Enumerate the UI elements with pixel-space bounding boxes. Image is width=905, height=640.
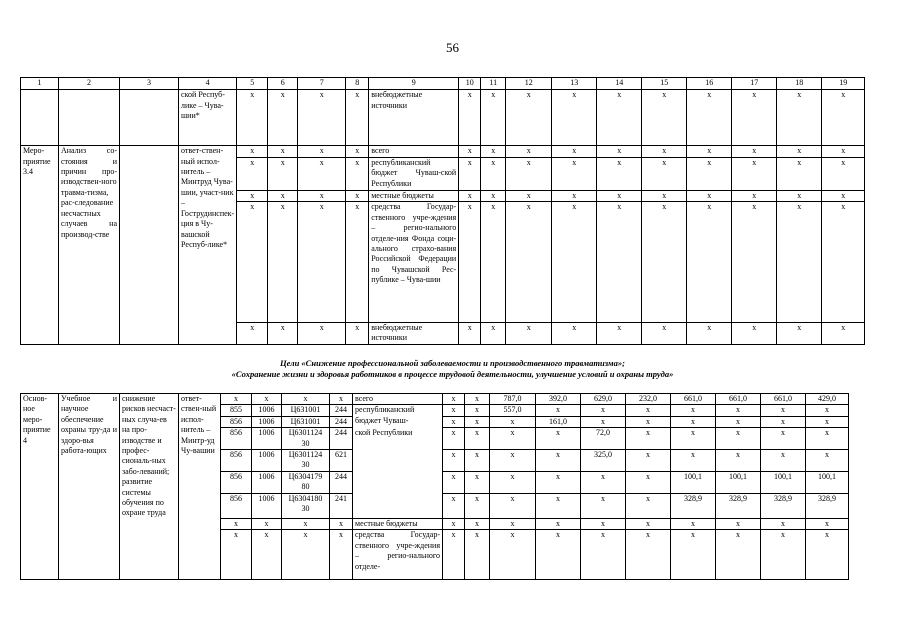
value-cell: x [552,202,597,322]
value-cell: x [443,519,465,530]
budget-code-cell: x [282,394,330,405]
header-cell: 15 [642,78,687,90]
value-cell: 328,9 [806,494,849,519]
budget-code-cell: x [298,202,346,322]
budget-code-cell: x [237,146,268,158]
value-cell: x [481,322,506,344]
value-cell: x [626,472,671,494]
value-cell: 787,0 [490,394,536,405]
budget-code-cell: x [268,202,298,322]
budget-code-cell: 244 [330,472,353,494]
value-cell: x [642,157,687,190]
value-cell: x [465,405,490,416]
value-cell: x [777,322,822,344]
value-cell: x [597,157,642,190]
budget-code-cell: 856 [221,450,252,472]
funding-source: средства Государ-ственного учре-ждения – регио-нального отделе- [353,530,443,580]
table-row [21,146,865,158]
value-cell: x [506,90,552,146]
budget-code-cell: 855 [221,405,252,416]
value-cell: x [465,428,490,450]
value-cell: x [626,530,671,580]
measure-name: Анализ со-стояния и причин про-изводствен-ного травма-тизма, рас-следование несчастных случаев на производ-стве [59,146,120,345]
table-row [21,394,849,405]
goal-line: «Сохранение жизни и здоровья работников в процессе трудовой деятельности, улучшение условий и охраны труда» [231,369,674,379]
value-cell: x [822,190,865,202]
value-cell: x [597,202,642,322]
table-row [21,90,865,146]
value-cell: x [536,428,581,450]
budget-code-cell: Ц6301124 30 [282,450,330,472]
header-cell: 19 [822,78,865,90]
value-cell: x [506,322,552,344]
funding-source: бюджет Чуваш- [353,416,443,427]
budget-code-cell: x [298,322,346,344]
value-cell: x [687,146,732,158]
value-cell: x [443,494,465,519]
value-cell: x [626,405,671,416]
value-cell: x [506,202,552,322]
budget-code-cell: x [298,90,346,146]
budget-code-cell: x [237,90,268,146]
header-row [21,78,865,90]
budget-code-cell: 856 [221,494,252,519]
value-cell: x [506,190,552,202]
measure-id: Основ-ное меро-приятие 4 [21,394,59,580]
value-cell: x [642,146,687,158]
header-cell: 13 [552,78,597,90]
value-cell: x [806,519,849,530]
value-cell: 325,0 [581,450,626,472]
budget-code-cell: Ц6304180 30 [282,494,330,519]
budget-code-cell: 1006 [252,472,282,494]
budget-code-cell: x [330,519,353,530]
value-cell: x [687,202,732,322]
value-cell: x [822,146,865,158]
budget-code-cell: x [221,530,252,580]
value-cell: x [552,190,597,202]
value-cell: x [552,157,597,190]
value-cell: x [481,146,506,158]
header-cell: 14 [597,78,642,90]
budget-code-cell: Ц631001 [282,416,330,427]
value-cell: x [687,322,732,344]
budget-code-cell: Ц6301124 30 [282,428,330,450]
value-cell: x [671,450,716,472]
budget-code-cell: x [268,190,298,202]
funding-source: всего [369,146,459,158]
value-cell: x [777,202,822,322]
budget-code-cell: x [237,190,268,202]
budget-code-cell: x [346,146,369,158]
value-cell: x [459,202,481,322]
value-cell: x [642,202,687,322]
goal-heading [0,358,905,380]
value-cell: 72,0 [581,428,626,450]
value-cell: x [626,494,671,519]
header-cell: 2 [59,78,120,90]
value-cell: 232,0 [626,394,671,405]
page-number: 56 [446,40,459,55]
funding-source [353,450,443,472]
funding-source: местные бюджеты [353,519,443,530]
value-cell: x [806,530,849,580]
budget-code-cell: 1006 [252,494,282,519]
funding-source [353,494,443,519]
value-cell: 100,1 [671,472,716,494]
budget-code-cell: x [330,530,353,580]
value-cell: x [465,394,490,405]
funding-source: республиканский [353,405,443,416]
budget-code-cell: 856 [221,416,252,427]
budget-code-cell: 856 [221,472,252,494]
header-cell: 8 [346,78,369,90]
value-cell: x [490,530,536,580]
value-cell: x [443,394,465,405]
value-cell: x [761,450,806,472]
value-cell: x [581,416,626,427]
value-cell: x [687,157,732,190]
value-cell: x [465,530,490,580]
value-cell: x [506,157,552,190]
budget-code-cell: x [346,322,369,344]
budget-code-cell: 244 [330,428,353,450]
value-cell: x [581,405,626,416]
value-cell: x [459,322,481,344]
budget-code-cell: x [346,190,369,202]
value-cell: 661,0 [716,394,761,405]
header-cell: 11 [481,78,506,90]
value-cell: 557,0 [490,405,536,416]
budget-code-cell: x [221,519,252,530]
measure-goal: снижение рисков несчаст-ных случа-ев на про-изводстве и профес-сиональ-ных забо-леваний; развитие системы обучения по охране труда [120,394,179,580]
value-cell: x [506,146,552,158]
value-cell: 661,0 [671,394,716,405]
value-cell: x [671,530,716,580]
value-cell: x [732,157,777,190]
budget-code-cell: x [346,202,369,322]
value-cell: x [490,450,536,472]
budget-code-cell: 244 [330,416,353,427]
value-cell: x [481,190,506,202]
budget-code-cell: x [237,322,268,344]
value-cell: x [716,519,761,530]
value-cell: x [443,450,465,472]
budget-table-bottom [20,393,849,580]
value-cell: x [443,405,465,416]
header-cell: 3 [120,78,179,90]
funding-source: внебюджетные источники [369,90,459,146]
budget-code-cell: 1006 [252,428,282,450]
budget-code-cell: 621 [330,450,353,472]
value-cell: x [536,519,581,530]
budget-code-cell: x [346,90,369,146]
header-cell: 17 [732,78,777,90]
value-cell: x [481,90,506,146]
value-cell: x [581,472,626,494]
value-cell: x [481,202,506,322]
value-cell: x [443,428,465,450]
budget-code-cell: x [268,90,298,146]
funding-source [353,472,443,494]
header-cell: 12 [506,78,552,90]
value-cell: x [536,450,581,472]
funding-source: ской Республики [353,428,443,450]
value-cell: x [806,450,849,472]
value-cell: x [536,494,581,519]
budget-code-cell: 1006 [252,450,282,472]
value-cell: x [806,405,849,416]
value-cell: x [687,190,732,202]
value-cell: x [761,405,806,416]
value-cell: 100,1 [716,472,761,494]
value-cell: x [671,428,716,450]
value-cell: x [465,519,490,530]
header-cell: 1 [21,78,59,90]
value-cell: x [490,428,536,450]
value-cell: x [597,190,642,202]
budget-code-cell: x [330,394,353,405]
budget-code-cell: x [268,322,298,344]
value-cell: x [671,416,716,427]
value-cell: x [761,530,806,580]
value-cell: x [822,322,865,344]
funding-source: внебюджетные источники [369,322,459,344]
budget-code-cell: x [252,519,282,530]
budget-code-cell: x [268,157,298,190]
header-cell: 7 [298,78,346,90]
value-cell: x [465,416,490,427]
budget-table-top [20,77,865,345]
budget-code-cell: x [237,202,268,322]
value-cell: x [459,90,481,146]
value-cell: x [716,405,761,416]
value-cell: x [581,519,626,530]
executor-continuation: ской Респуб-лике – Чува-шии* [179,90,237,146]
value-cell: x [732,322,777,344]
budget-code-cell: 1006 [252,405,282,416]
value-cell: 429,0 [806,394,849,405]
value-cell: x [716,450,761,472]
budget-code-cell: x [298,157,346,190]
goal-line: Цели «Снижение профессиональной заболеваемости и производственного травматизма»; [280,358,625,368]
value-cell: x [626,416,671,427]
value-cell: x [671,405,716,416]
value-cell: x [777,90,822,146]
value-cell: x [443,530,465,580]
value-cell: x [716,416,761,427]
funding-source: всего [353,394,443,405]
value-cell: x [777,190,822,202]
value-cell: x [761,519,806,530]
value-cell: x [642,322,687,344]
budget-code-cell: x [221,394,252,405]
value-cell: x [761,428,806,450]
value-cell: x [806,428,849,450]
value-cell: x [626,519,671,530]
budget-code-cell: x [298,146,346,158]
value-cell: x [626,428,671,450]
value-cell: x [581,494,626,519]
value-cell: x [536,530,581,580]
value-cell: x [716,530,761,580]
value-cell: x [822,90,865,146]
measure-executor: ответ-ствен-ный испол-нитель – Минтруд Чува-шии, участ-ник – Гострудинспек-ция в Чу-вашской Респуб-лике* [179,146,237,345]
value-cell: x [465,494,490,519]
value-cell: 161,0 [536,416,581,427]
value-cell: x [552,90,597,146]
header-cell: 6 [268,78,298,90]
value-cell: x [465,472,490,494]
measure-id: Меро-приятие 3.4 [21,146,59,345]
budget-code-cell: 241 [330,494,353,519]
value-cell: 629,0 [581,394,626,405]
value-cell: x [671,519,716,530]
value-cell: x [732,146,777,158]
value-cell: 328,9 [671,494,716,519]
value-cell: x [490,472,536,494]
value-cell: x [459,157,481,190]
header-cell: 5 [237,78,268,90]
measure-executor: ответ-ствен-ный испол-нитель – Минтр-уд Чу-вашии [179,394,221,580]
value-cell: x [465,450,490,472]
value-cell: x [642,190,687,202]
value-cell: x [732,202,777,322]
budget-code-cell: x [282,530,330,580]
budget-code-cell: 1006 [252,416,282,427]
value-cell: x [732,190,777,202]
value-cell: x [490,416,536,427]
budget-code-cell: x [268,146,298,158]
value-cell: x [597,322,642,344]
value-cell: x [597,90,642,146]
budget-code-cell: Ц631001 [282,405,330,416]
header-cell: 16 [687,78,732,90]
value-cell: x [443,472,465,494]
value-cell: x [490,519,536,530]
value-cell: 661,0 [761,394,806,405]
value-cell: 100,1 [806,472,849,494]
budget-code-cell: x [252,394,282,405]
value-cell: x [481,157,506,190]
value-cell: x [443,416,465,427]
budget-code-cell: x [282,519,330,530]
value-cell: x [777,157,822,190]
value-cell: x [716,428,761,450]
value-cell: x [552,322,597,344]
value-cell: 100,1 [761,472,806,494]
value-cell: x [459,190,481,202]
budget-code-cell: x [237,157,268,190]
value-cell: x [822,202,865,322]
header-cell: 9 [369,78,459,90]
header-cell: 10 [459,78,481,90]
budget-code-cell: x [298,190,346,202]
budget-code-cell: x [346,157,369,190]
funding-source: средства Государ-ственного учре-ждения – регио-нального отделе-ния Фонда соци-ального страхо-вания Российской Федерации по Чувашской Рес-публике – Чува-шии [369,202,459,322]
funding-source: республиканский бюджет Чуваш-ской Республики [369,157,459,190]
value-cell: x [536,405,581,416]
value-cell: 328,9 [716,494,761,519]
value-cell: x [490,494,536,519]
value-cell: x [536,472,581,494]
value-cell: x [777,146,822,158]
value-cell: x [642,90,687,146]
budget-code-cell: 856 [221,428,252,450]
budget-code-cell: Ц6304179 80 [282,472,330,494]
funding-source: местные бюджеты [369,190,459,202]
value-cell: x [597,146,642,158]
value-cell: 392,0 [536,394,581,405]
value-cell: x [806,416,849,427]
value-cell: x [581,530,626,580]
value-cell: x [459,146,481,158]
measure-name: Учебное и научное обеспечение охраны тру-да и здоро-вья работа-ющих [59,394,120,580]
value-cell: x [626,450,671,472]
value-cell: x [687,90,732,146]
value-cell: x [732,90,777,146]
header-cell: 18 [777,78,822,90]
budget-code-cell: 244 [330,405,353,416]
value-cell: x [552,146,597,158]
value-cell: x [761,416,806,427]
value-cell: 328,9 [761,494,806,519]
header-cell: 4 [179,78,237,90]
budget-code-cell: x [252,530,282,580]
value-cell: x [822,157,865,190]
